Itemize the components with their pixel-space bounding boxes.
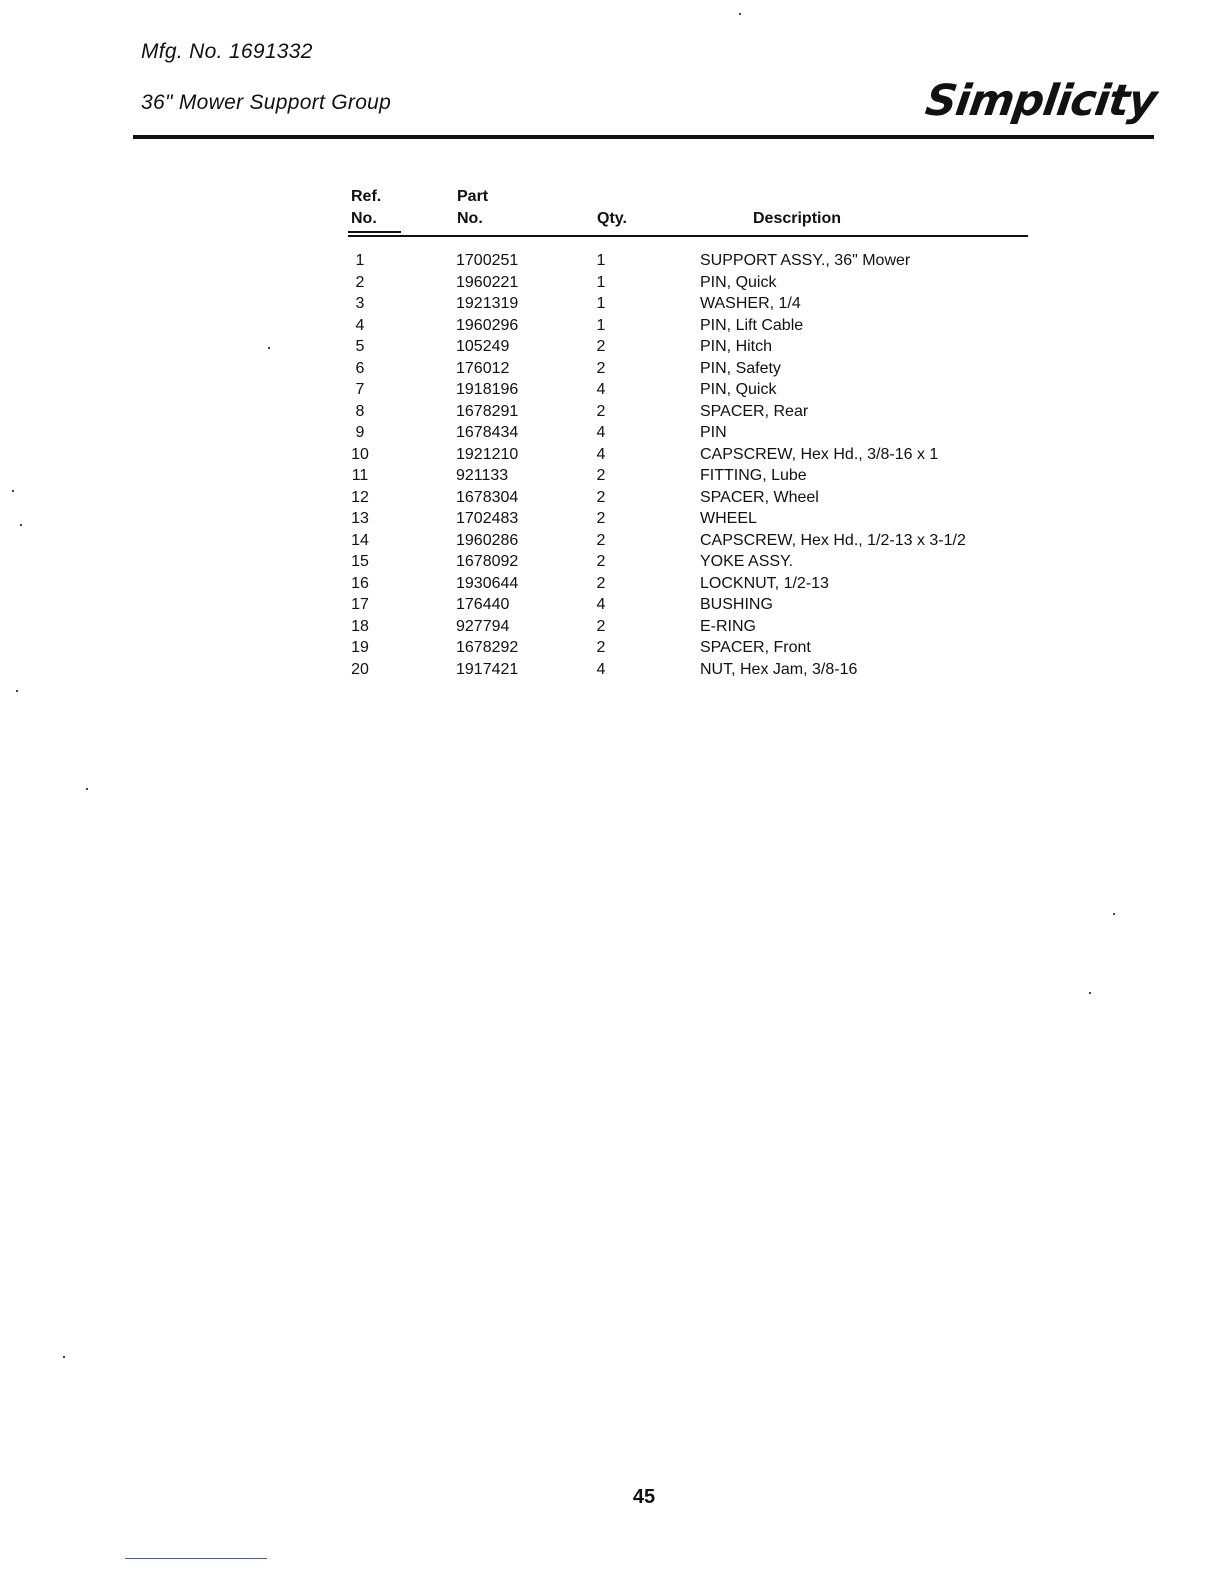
part-number-cell: 927794: [456, 617, 510, 635]
bottom-rule: [125, 1558, 267, 1559]
description-cell: SUPPORT ASSY., 36" Mower: [700, 252, 911, 269]
table-header-rule: [348, 235, 1028, 237]
quantity-cell: 4: [596, 596, 606, 613]
description-cell: WHEEL: [700, 510, 757, 527]
table-row: [0, 551, 1224, 573]
part-number-cell: 1678434: [456, 424, 519, 441]
scan-speck: [1089, 992, 1091, 994]
table-row: [0, 637, 1224, 659]
scan-speck: [20, 524, 22, 526]
ref-number-cell: 1: [355, 252, 365, 269]
quantity-cell: 2: [596, 359, 606, 377]
column-header-ref-line2: No.: [351, 210, 377, 227]
part-number-cell: 921133: [456, 467, 509, 484]
ref-number-cell: 8: [355, 402, 365, 420]
scan-speck: [1113, 913, 1115, 915]
scan-speck: [86, 788, 88, 790]
scan-speck: [268, 347, 270, 349]
table-row: [0, 336, 1224, 358]
quantity-cell: 2: [596, 553, 606, 570]
ref-number-cell: 18: [351, 617, 369, 635]
description-cell: CAPSCREW, Hex Hd., 3/8-16 x 1: [700, 445, 939, 463]
parts-list: [0, 250, 1224, 680]
column-header-part-line2: No.: [457, 210, 483, 227]
description-cell: PIN, Safety: [700, 359, 781, 377]
quantity-cell: 2: [596, 617, 606, 635]
table-row: [0, 444, 1224, 466]
quantity-cell: 4: [596, 660, 606, 678]
ref-number-cell: 11: [351, 467, 369, 484]
description-cell: BUSHING: [700, 596, 773, 613]
header-divider: [133, 135, 1154, 139]
ref-number-cell: 16: [351, 574, 369, 592]
column-header-part: [457, 186, 488, 230]
quantity-cell: 2: [596, 639, 606, 656]
description-cell: PIN: [700, 424, 727, 441]
quantity-cell: 1: [596, 273, 606, 291]
table-row: [0, 272, 1224, 294]
part-number-cell: 176012: [456, 359, 510, 377]
part-number-cell: 1917421: [456, 660, 519, 678]
description-cell: PIN, Hitch: [700, 338, 773, 355]
description-cell: E-RING: [700, 617, 756, 635]
part-number-cell: 1700251: [456, 252, 519, 269]
part-number-cell: 1678292: [456, 639, 519, 656]
quantity-cell: 4: [596, 445, 606, 463]
ref-number-cell: 4: [355, 316, 365, 334]
table-row: [0, 659, 1224, 681]
ref-header-underline: [348, 231, 401, 233]
description-cell: SPACER, Wheel: [700, 488, 819, 506]
description-cell: PIN, Lift Cable: [700, 316, 804, 334]
table-row: [0, 487, 1224, 509]
table-header: [0, 186, 1224, 238]
column-header-ref-line1: Ref.: [351, 188, 382, 205]
ref-number-cell: 17: [351, 596, 369, 613]
part-number-cell: 1930644: [456, 574, 519, 592]
description-cell: WASHER, 1/4: [700, 295, 801, 312]
table-row: [0, 293, 1224, 315]
part-number-cell: 1678304: [456, 488, 519, 506]
description-cell: PIN, Quick: [700, 381, 777, 398]
quantity-cell: 4: [596, 381, 606, 398]
part-number-cell: 1702483: [456, 510, 519, 527]
quantity-cell: 2: [596, 488, 606, 506]
scan-speck: [16, 690, 18, 692]
quantity-cell: 2: [596, 574, 606, 592]
table-row: [0, 379, 1224, 401]
description-cell: CAPSCREW, Hex Hd., 1/2-13 x 3-1/2: [700, 531, 966, 549]
ref-number-cell: 7: [355, 381, 365, 398]
description-cell: SPACER, Front: [700, 639, 811, 656]
page-title: 36" Mower Support Group: [141, 91, 392, 114]
table-row: [0, 358, 1224, 380]
quantity-cell: 2: [596, 510, 606, 527]
ref-number-cell: 12: [351, 488, 369, 506]
column-header-ref: [351, 186, 381, 230]
part-number-cell: 1678291: [456, 402, 519, 420]
description-cell: LOCKNUT, 1/2-13: [700, 574, 829, 592]
quantity-cell: 2: [596, 531, 606, 549]
mfg-number: Mfg. No. 1691332: [141, 40, 313, 63]
ref-number-cell: 3: [355, 295, 365, 312]
table-row: [0, 401, 1224, 423]
part-number-cell: 176440: [456, 596, 510, 613]
quantity-cell: 2: [596, 402, 606, 420]
table-row: [0, 594, 1224, 616]
table-row: [0, 422, 1224, 444]
ref-number-cell: 13: [351, 510, 369, 527]
description-cell: FITTING, Lube: [700, 467, 807, 484]
table-row: [0, 508, 1224, 530]
part-number-cell: 1960221: [456, 273, 519, 291]
part-number-cell: 1960286: [456, 531, 519, 549]
description-cell: SPACER, Rear: [700, 402, 809, 420]
table-row: [0, 315, 1224, 337]
part-number-cell: 1678092: [456, 553, 519, 570]
table-row: [0, 250, 1224, 272]
table-row: [0, 616, 1224, 638]
column-header-part-line1: Part: [457, 188, 489, 205]
brand-logo: Simplicity: [922, 76, 1160, 126]
table-row: [0, 573, 1224, 595]
quantity-cell: 4: [596, 424, 606, 441]
ref-number-cell: 6: [355, 359, 365, 377]
column-header-description: Description: [753, 210, 842, 227]
part-number-cell: 1921319: [456, 295, 519, 312]
quantity-cell: 1: [596, 295, 606, 312]
quantity-cell: 1: [596, 316, 606, 334]
ref-number-cell: 9: [355, 424, 365, 441]
part-number-cell: 105249: [456, 338, 510, 355]
ref-number-cell: 2: [355, 273, 365, 291]
scan-speck: [63, 1356, 65, 1358]
quantity-cell: 2: [596, 338, 606, 355]
part-number-cell: 1960296: [456, 316, 519, 334]
ref-number-cell: 14: [351, 531, 369, 549]
description-cell: PIN, Quick: [700, 273, 777, 291]
description-cell: YOKE ASSY.: [700, 553, 794, 570]
ref-number-cell: 5: [355, 338, 365, 355]
scan-speck: [12, 490, 14, 492]
table-row: [0, 465, 1224, 487]
ref-number-cell: 10: [351, 445, 369, 463]
scan-speck: [739, 13, 741, 15]
column-header-qty: Qty.: [597, 210, 627, 227]
part-number-cell: 1918196: [456, 381, 519, 398]
table-row: [0, 530, 1224, 552]
quantity-cell: 2: [596, 467, 606, 484]
quantity-cell: 1: [596, 252, 606, 269]
description-cell: NUT, Hex Jam, 3/8-16: [700, 660, 858, 678]
ref-number-cell: 15: [351, 553, 369, 570]
part-number-cell: 1921210: [456, 445, 519, 463]
page-number: 45: [632, 1486, 656, 1508]
ref-number-cell: 19: [351, 639, 369, 656]
ref-number-cell: 20: [351, 660, 369, 678]
